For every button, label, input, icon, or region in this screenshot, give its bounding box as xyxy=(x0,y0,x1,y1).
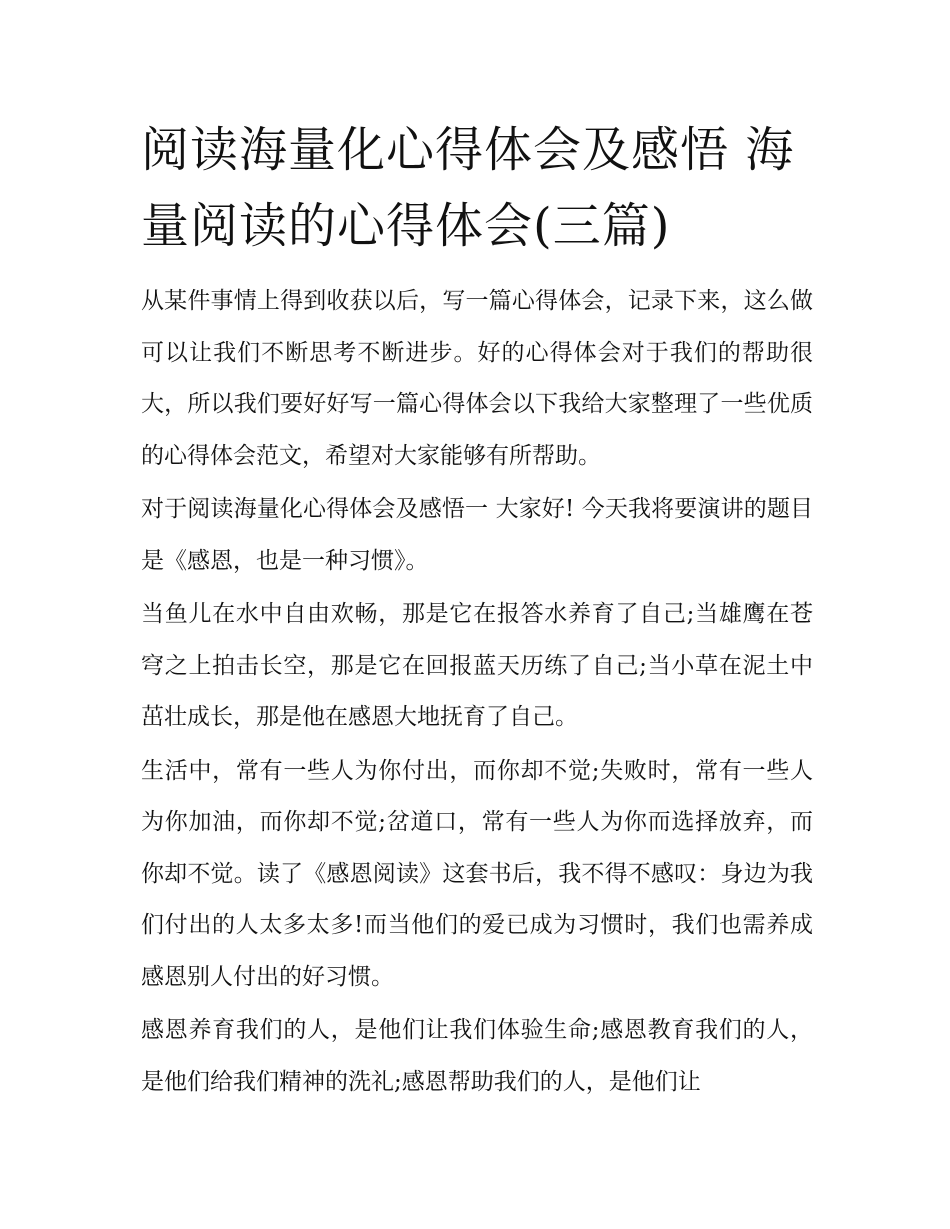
paragraph-nature-gratitude: 当鱼儿在水中自由欢畅，那是它在报答水养育了自己;当雄鹰在苍穹之上拍击长空，那是它在回报蓝天历练了自己;当小草在泥土中茁壮成长，那是他在感恩大地抚育了自己。 xyxy=(141,601,813,730)
paragraph-gratitude-list: 感恩养育我们的人，是他们让我们体验生命;感恩教育我们的人，是他们给我们精神的洗礼;感恩帮助我们的人，是他们让 xyxy=(141,1017,813,1095)
paragraph-life-reflection: 生活中，常有一些人为你付出，而你却不觉;失败时，常有一些人为你加油，而你却不觉;岔道口，常有一些人为你而选择放弃，而你却不觉。读了《感恩阅读》这套书后，我不得不感叹：身边为我们付出的人太多太多!而当他们的爱已成为习惯时，我们也需养成感恩别人付出的好习惯。 xyxy=(141,757,813,990)
document-body xyxy=(141,112,813,1110)
paragraph-intro: 从某件事情上得到收获以后，写一篇心得体会，记录下来，这么做可以让我们不断思考不断进步。好的心得体会对于我们的帮助很大，所以我们要好好写一篇心得体会以下我给大家整理了一些优质的心得体会范文，希望对大家能够有所帮助。 xyxy=(141,288,813,469)
paragraph-speech-opening: 对于阅读海量化心得体会及感悟一 大家好! 今天我将要演讲的题目是《感恩，也是一种习惯》。 xyxy=(141,496,813,574)
document-title: 阅读海量化心得体会及感悟 海量阅读的心得体会(三篇) xyxy=(141,122,795,254)
